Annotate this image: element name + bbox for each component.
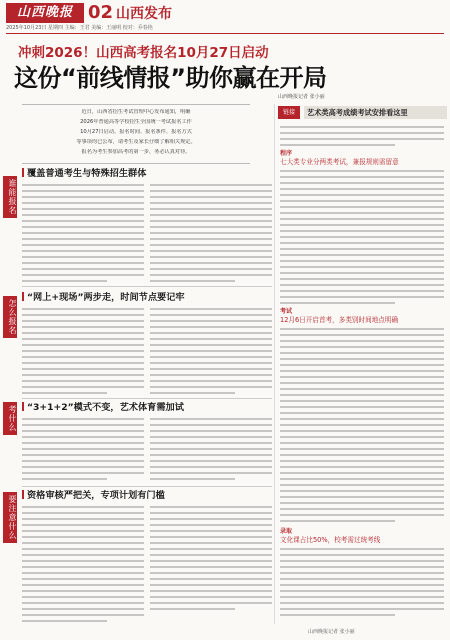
tab-what-to-test: 考什么 [3, 402, 17, 435]
intro-line: 等事项均已公布，请考生及家长仔细了解相关规定。 [76, 139, 196, 145]
subsection-label: 录取 [280, 528, 293, 535]
section-heading-text: “3+1+2”模式不变，艺术体育需加试 [27, 402, 184, 413]
heading-marker [22, 490, 24, 499]
article-text [22, 184, 144, 286]
subsection-label: 考试 [280, 308, 293, 315]
section-heading [22, 168, 146, 180]
masthead-rule [6, 33, 444, 34]
article-text [22, 506, 144, 626]
subsection-heading: 七大类专业分两类考试，兼报规则需留意 [280, 158, 399, 166]
tab-who-can-register: 谁能报名 [3, 176, 17, 218]
subsection-heading: 文化课占比50%，校考需过统考线 [280, 536, 381, 544]
page-number: 02 [88, 2, 114, 23]
article-text [150, 506, 272, 614]
heading-marker [22, 292, 24, 301]
article-text [280, 328, 444, 526]
article-text [150, 308, 272, 398]
headline-title: 这份“前线情报”助你赢在开局 [14, 64, 327, 92]
sidebar-banner [278, 106, 444, 119]
banner-tag: 链接 [278, 106, 300, 119]
tab-precautions: 要注意什么 [3, 492, 17, 543]
section-divider [22, 486, 272, 487]
section-divider [22, 286, 272, 287]
article-text [150, 418, 272, 484]
section-heading [22, 402, 184, 414]
tab-how-to-register: 怎么报名 [3, 296, 17, 338]
heading-marker [22, 168, 24, 177]
newspaper-logo: 山西晚报 [6, 3, 84, 23]
article-text [22, 418, 144, 484]
subsection-label: 程序 [280, 150, 293, 157]
article-text [280, 170, 444, 308]
article-text [280, 126, 444, 150]
section-heading [22, 490, 165, 502]
intro-box [22, 104, 250, 164]
headline-kicker: 冲刺2026！山西高考报名10月27日启动 [18, 45, 269, 61]
intro-line: 2026年普通高等学校招生全国统一考试报名工作 [80, 119, 192, 125]
byline: 山西晚报记者 张小丽 [278, 94, 325, 100]
article-text [280, 548, 444, 620]
dateline: 2025年10月23日 星期四 主编：王君 美编：王丽明 校对：乔春艳 [6, 25, 153, 31]
section-heading-text: 资格审核严把关，专项计划有门槛 [27, 490, 165, 501]
subsection-heading: 12月6日开启首考，多类别时间地点明确 [280, 316, 399, 324]
heading-marker [22, 402, 24, 411]
column-divider [274, 104, 275, 624]
article-text [150, 184, 272, 286]
section-name: 山西发布 [116, 6, 172, 22]
section-divider [22, 398, 272, 399]
footer-byline: 山西晚报记者 张小丽 [308, 629, 355, 635]
article-text [22, 308, 144, 398]
section-heading-text: 覆盖普通考生与特殊招生群体 [27, 168, 147, 179]
intro-line: 10月27日启动。报名时间、报名条件、报名方式 [80, 129, 192, 135]
section-heading [22, 292, 185, 304]
banner-title: 艺术类高考成绩考试安排看这里 [304, 106, 447, 119]
intro-line: 近日，山西省招生考试管理中心发布通知，明确 [81, 109, 191, 115]
section-heading-text: “网上+现场”两步走，时间节点要记牢 [27, 292, 185, 303]
intro-line: 报名为考生参加高考的第一步，务必认真对待。 [81, 149, 191, 155]
